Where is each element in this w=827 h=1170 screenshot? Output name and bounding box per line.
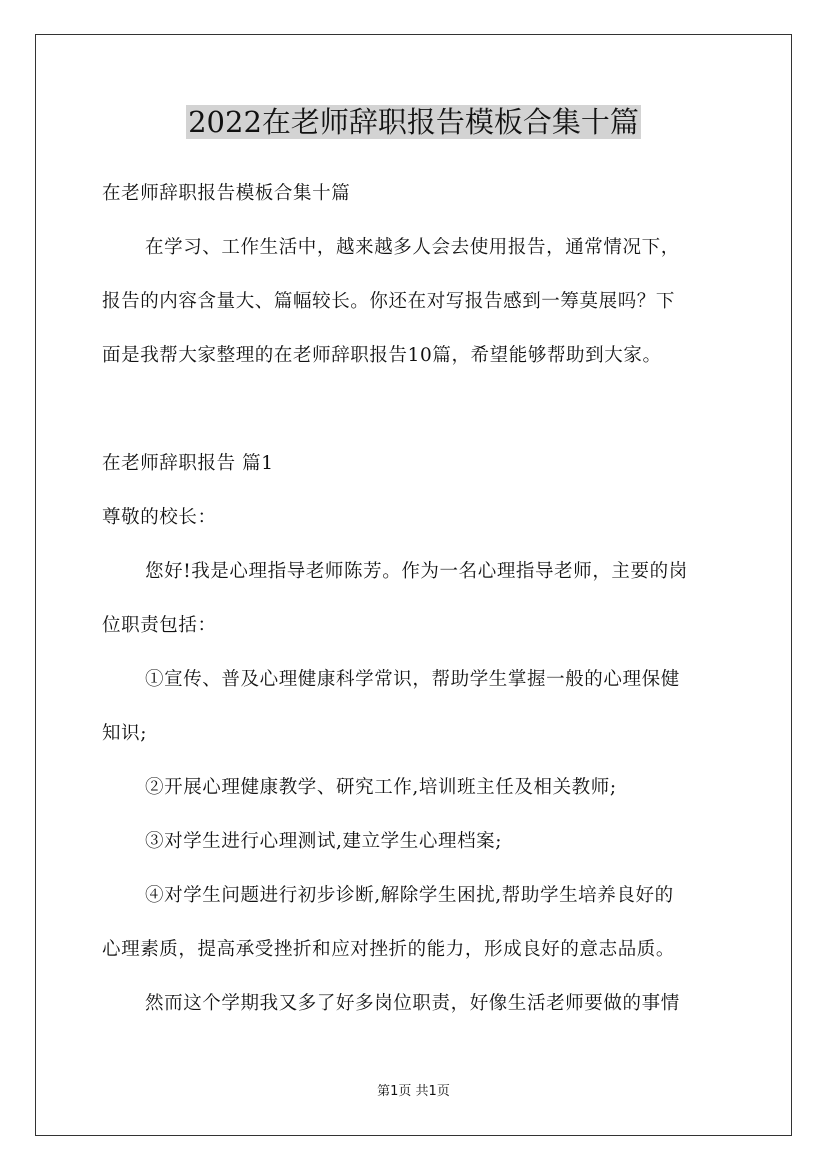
- body-line-4: 知识;: [102, 723, 148, 744]
- section-heading: 在老师辞职报告 篇1: [102, 453, 274, 474]
- body-line-5: ②开展心理健康教学、研究工作,培训班主任及相关教师;: [145, 777, 617, 798]
- intro-line-1: 在学习、工作生活中，越来越多人会去使用报告，通常情况下，: [145, 237, 680, 258]
- body-line-6: ③对学生进行心理测试,建立学生心理档案;: [145, 831, 503, 852]
- intro-line-2: 报告的内容含量大、篇幅较长。你还在对写报告感到一筹莫展吗？下: [102, 291, 676, 312]
- page-footer: 第1页 共1页: [377, 1084, 450, 1099]
- salutation: 尊敬的校长：: [102, 507, 217, 528]
- body-line-3: ①宣传、普及心理健康科学常识，帮助学生掌握一般的心理保健: [145, 669, 680, 690]
- body-line-2: 位职责包括：: [102, 615, 217, 636]
- body-line-1: 您好!我是心理指导老师陈芳。作为一名心理指导老师，主要的岗: [145, 561, 688, 582]
- body-line-8: 心理素质，提高承受挫折和应对挫折的能力，形成良好的意志品质。: [102, 939, 676, 960]
- document-title-text: 2022在老师辞职报告模板合集十篇: [188, 105, 639, 139]
- document-title: [0, 101, 827, 143]
- intro-line-3: 面是我帮大家整理的在老师辞职报告10篇，希望能够帮助到大家。: [102, 345, 662, 366]
- body-line-9: 然而这个学期我又多了好多岗位职责，好像生活老师要做的事情: [145, 993, 680, 1014]
- body-line-7: ④对学生问题进行初步诊断,解除学生困扰,帮助学生培养良好的: [145, 885, 674, 906]
- document-subtitle: 在老师辞职报告模板合集十篇: [102, 183, 351, 204]
